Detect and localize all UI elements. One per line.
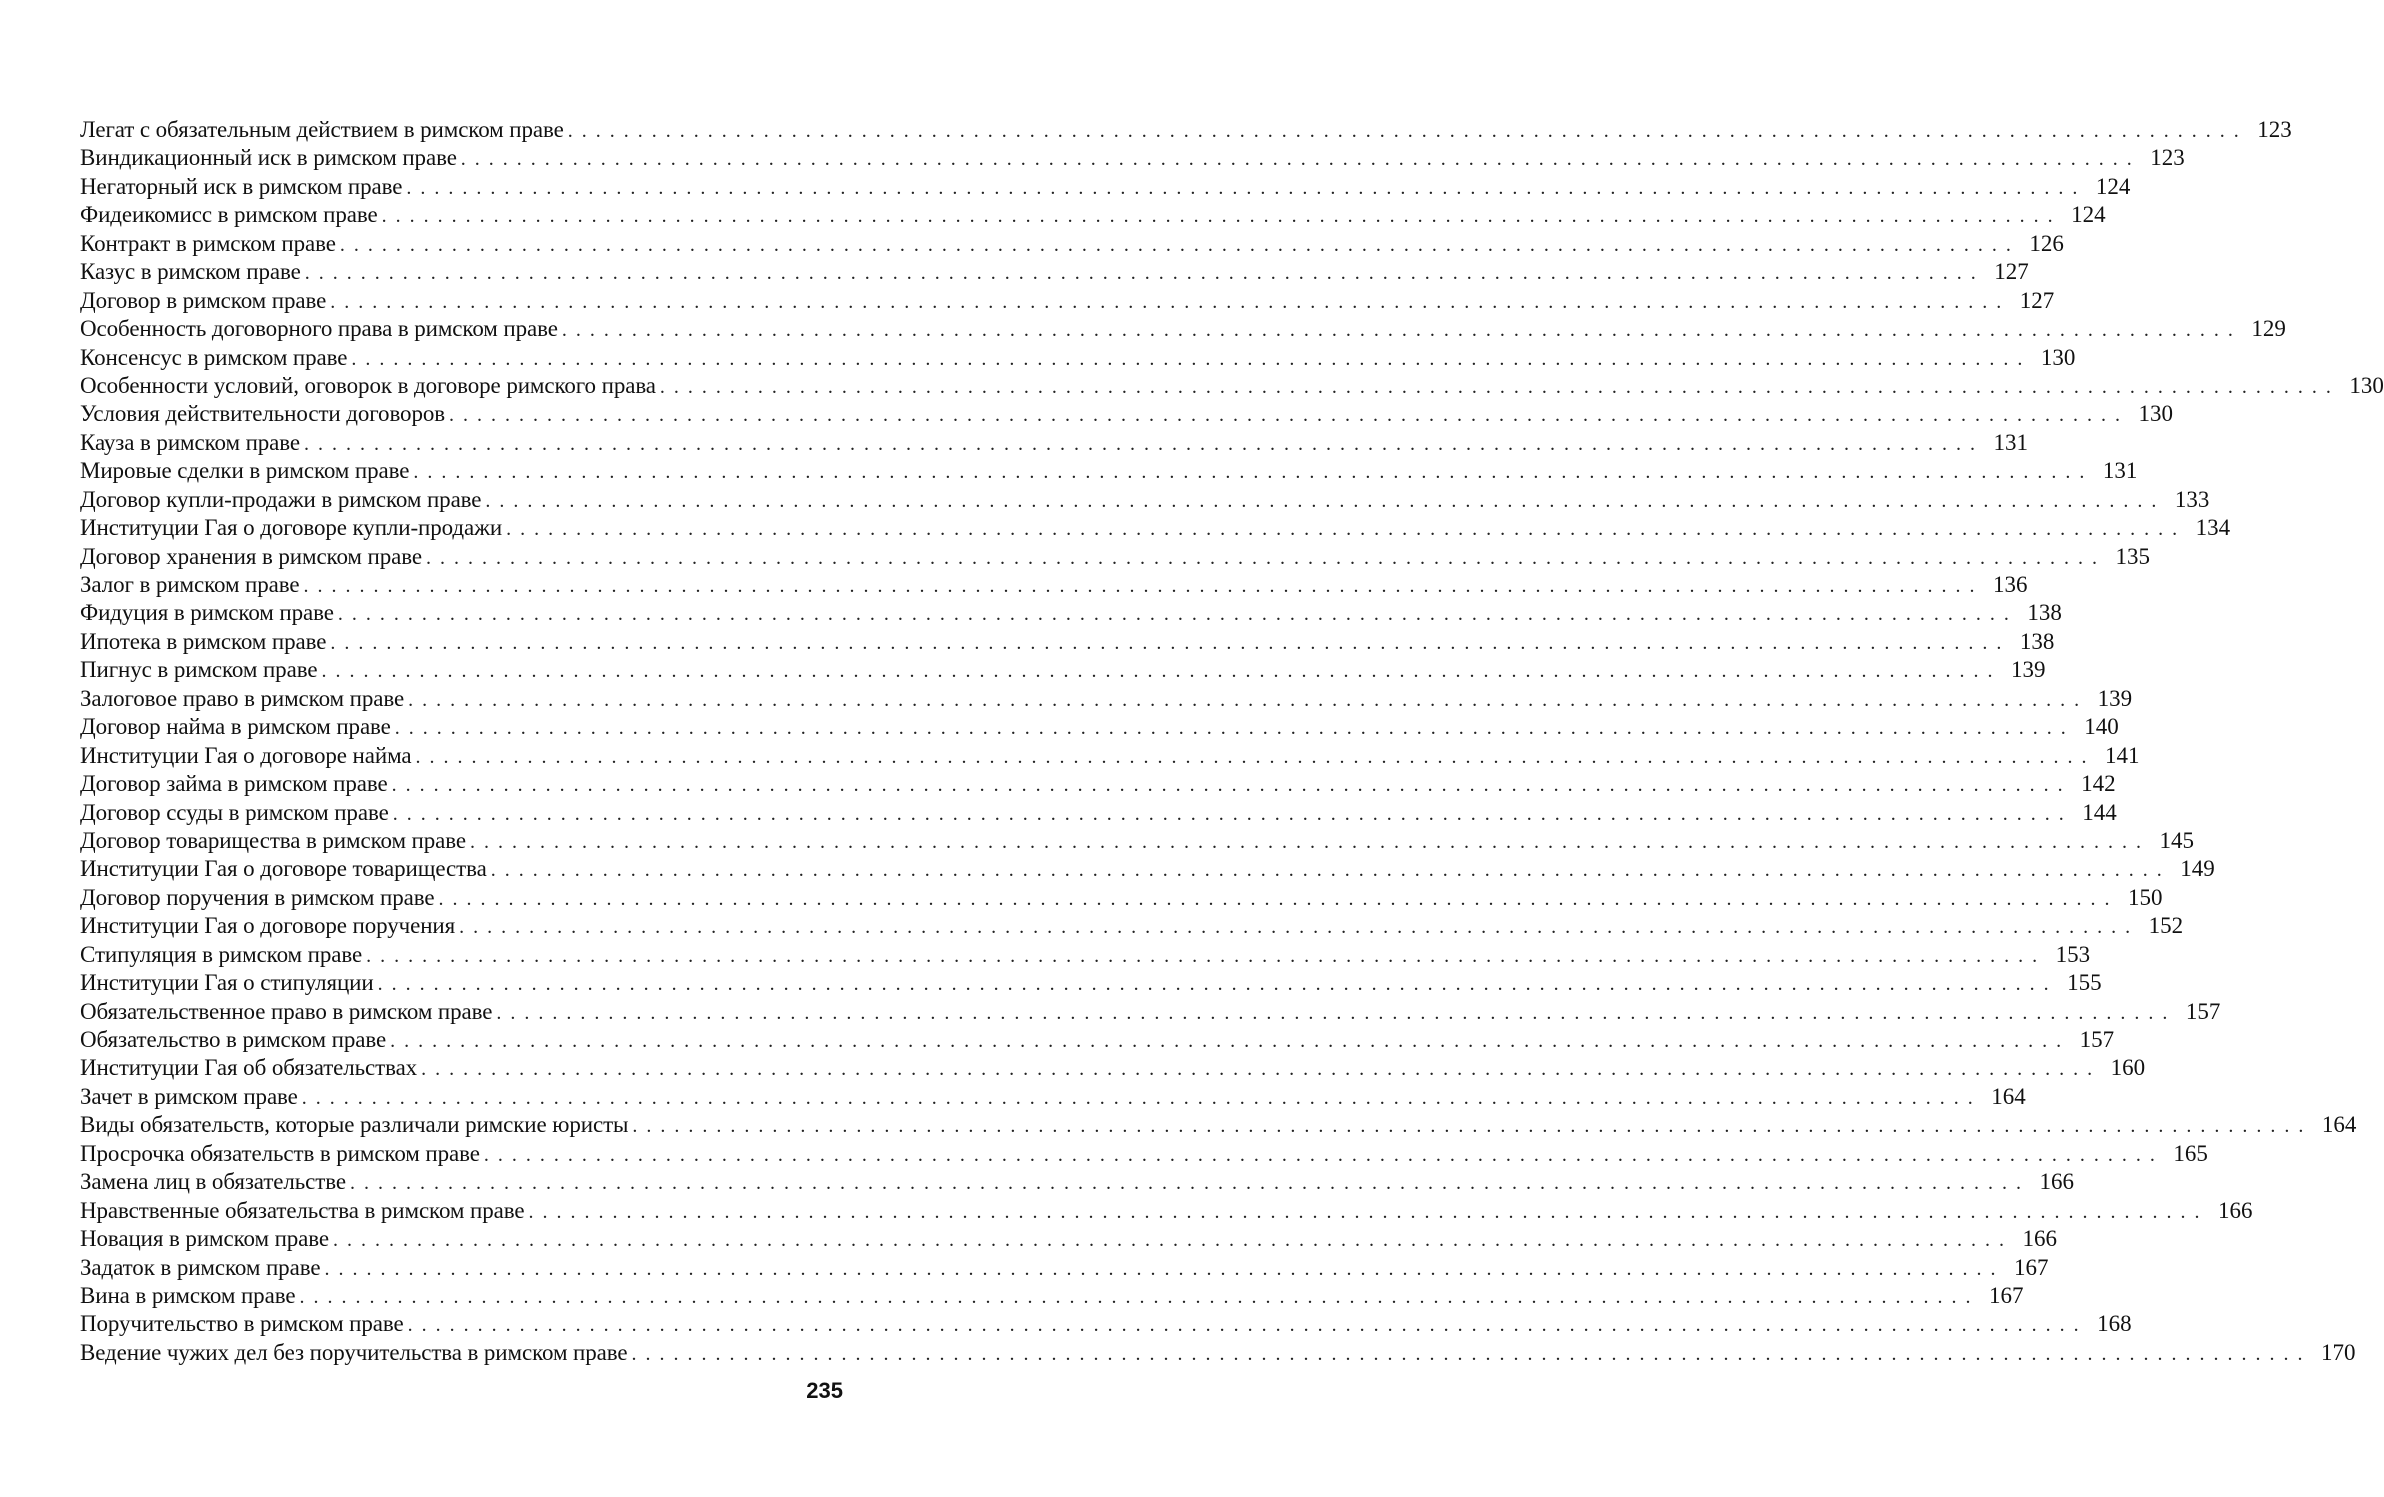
toc-entry-page: 138 [2027,600,2062,626]
dot-leader: ........................................................................................................................ [321,660,2002,683]
toc-entry-page: 155 [2067,970,2102,996]
dot-leader: ........................................................................................................................ [631,1342,2312,1365]
dot-leader: ........................................................................................................................ [392,802,2073,825]
toc-entry-title: Пигнус в римском праве [80,657,318,683]
dot-leader: ........................................................................................................................ [659,375,2340,398]
toc-entry [80,742,2140,770]
toc-entry-title: Новация в римском праве [80,1226,330,1252]
toc-entry-page: 133 [2174,486,2210,512]
toc-entry [80,315,2286,343]
toc-entry-page: 167 [2013,1254,2049,1280]
dot-leader: ........................................................................................................................ [506,518,2187,541]
toc-entry-page: 124 [2095,173,2131,199]
dot-leader: ........................................................................................................................ [421,1058,2102,1081]
toc-entry-page: 127 [1994,259,2029,285]
toc-entry-page: 164 [2321,1112,2357,1138]
dot-leader: ........................................................................................................................ [632,1115,2313,1138]
dot-leader: ........................................................................................................................ [413,461,2094,484]
toc-entry [80,344,2076,372]
toc-entry-title: Залоговое право в римском праве [80,685,405,711]
toc-entry-page: 153 [2055,941,2091,967]
toc-entry-title: Особенность договорного права в римском праве [80,316,558,342]
toc-entry-page: 164 [1991,1083,2026,1109]
toc-entry-title: Стипуляция в римском праве [80,941,363,967]
toc-entry-title: Ведение чужих дел без поручительства в римском праве [80,1339,628,1365]
toc-entry-page: 150 [2127,884,2163,910]
toc-entry-page: 166 [2217,1197,2253,1223]
dot-leader: ........................................................................................................................ [485,489,2166,512]
table-of-contents [80,116,2384,1367]
toc-entry-page: 140 [2084,714,2119,740]
toc-entry-title: Институции Гая о договоре найма [80,742,412,768]
toc-entry [80,571,2028,599]
toc-entry-title: Казус в римском праве [80,259,301,285]
dot-leader: ........................................................................................................................ [351,347,2032,370]
toc-entry [80,628,2055,656]
toc-entry [80,770,2116,798]
toc-entry-title: Вина в римском праве [80,1282,296,1308]
dot-leader: ........................................................................................................................ [561,319,2242,342]
toc-entry [80,827,2194,855]
toc-entry [80,287,2055,315]
toc-entry [80,1054,2146,1082]
toc-entry-title: Виндикационный иск в римском праве [80,145,457,171]
dot-leader: ........................................................................................................................ [333,1229,2014,1252]
toc-entry [80,1339,2356,1367]
dot-leader: ........................................................................................................................ [304,432,1985,455]
dot-leader: ........................................................................................................................ [301,1086,1982,1109]
dot-leader: ........................................................................................................................ [381,205,2062,228]
toc-entry-page: 142 [2081,771,2116,797]
toc-entry-page: 168 [2097,1311,2132,1337]
toc-entry-page: 152 [2148,913,2184,939]
dot-leader: ........................................................................................................................ [449,404,2130,427]
dot-leader: ........................................................................................................................ [460,148,2141,171]
toc-entry [80,514,2231,542]
toc-entry-title: Замена лиц в обязательстве [80,1169,346,1195]
dot-leader: ........................................................................................................................ [406,176,2087,199]
toc-entry [80,884,2163,912]
dot-leader: ........................................................................................................................ [324,1257,2005,1280]
dot-leader: ........................................................................................................................ [366,944,2047,967]
toc-entry [80,799,2117,827]
toc-entry [80,1225,2058,1253]
toc-entry-title: Договор найма в римском праве [80,714,391,740]
dot-leader: ........................................................................................................................ [330,631,2011,654]
toc-entry-page: 123 [2257,117,2292,142]
toc-entry-page: 130 [2138,401,2174,427]
toc-entry-title: Условия действительности договоров [80,401,446,427]
toc-entry [80,969,2102,997]
toc-entry [80,400,2174,428]
toc-entry-title: Мировые сделки в римском праве [80,458,410,484]
dot-leader: ........................................................................................................................ [337,603,2018,626]
toc-entry [80,713,2119,741]
toc-entry-title: Поручительство в римском праве [80,1311,404,1337]
toc-entry [80,599,2062,627]
toc-entry-page: 165 [2173,1140,2208,1166]
dot-leader: ........................................................................................................................ [425,546,2106,569]
dot-leader: ........................................................................................................................ [299,1285,1980,1308]
toc-entry [80,258,2029,286]
toc-entry [80,998,2221,1026]
toc-entry-page: 126 [2029,230,2064,256]
toc-entry [80,1310,2132,1338]
toc-entry-title: Обязательство в римском праве [80,1027,387,1052]
toc-entry-page: 157 [2079,1027,2115,1052]
toc-entry-page: 145 [2159,827,2194,853]
toc-entry-title: Договор хранения в римском праве [80,543,422,569]
dot-leader: ........................................................................................................................ [496,1001,2177,1024]
toc-entry-title: Легат с обязательным действием в римском праве [80,117,564,142]
toc-entry [80,912,2184,940]
toc-entry [80,1026,2115,1054]
toc-entry [80,543,2150,571]
toc-entry-page: 130 [2040,344,2076,370]
toc-entry-title: Виды обязательств, которые различали римские юристы [80,1112,629,1138]
toc-entry-title: Договор займа в римском праве [80,771,388,797]
dot-leader: ........................................................................................................................ [304,262,1985,285]
toc-entry-title: Договор в римском праве [80,287,327,313]
toc-entry-page: 157 [2185,998,2221,1024]
dot-leader: ........................................................................................................................ [415,745,2096,768]
dot-leader: ........................................................................................................................ [528,1200,2209,1223]
dot-leader: ........................................................................................................................ [391,774,2072,797]
toc-entry-page: 166 [2039,1169,2074,1195]
toc-entry-page: 149 [2180,856,2215,882]
toc-entry-page: 139 [2097,685,2133,711]
toc-entry-title: Контракт в римском праве [80,230,336,256]
toc-entry-page: 144 [2082,799,2117,825]
toc-entry-title: Кауза в римском праве [80,429,301,455]
toc-entry-page: 167 [1988,1282,2024,1308]
toc-entry-title: Зачет в римском праве [80,1083,298,1109]
toc-entry-title: Институции Гая о договоре поручения [80,913,456,939]
toc-entry [80,372,2384,400]
dot-leader: ........................................................................................................................ [339,233,2020,256]
toc-entry [80,1111,2357,1139]
toc-entry [80,1197,2253,1225]
toc-entry-title: Институции Гая об обязательствах [80,1055,418,1081]
dot-leader: ........................................................................................................................ [490,859,2171,882]
toc-entry [80,1168,2074,1196]
dot-leader: ........................................................................................................................ [483,1143,2164,1166]
dot-leader: ........................................................................................................................ [330,290,2011,313]
toc-entry-page: 131 [2102,458,2138,484]
toc-entry-page: 138 [2019,628,2055,654]
toc-entry-title: Особенности условий, оговорок в договоре римского права [80,372,656,398]
dot-leader: ........................................................................................................................ [303,575,1984,597]
dot-leader: ........................................................................................................................ [438,887,2119,910]
toc-entry-page: 127 [2019,287,2055,313]
toc-entry-title: Задаток в римском праве [80,1254,321,1280]
toc-entry-page: 136 [1993,572,2028,597]
dot-leader: ........................................................................................................................ [377,973,2058,996]
toc-entry-page: 160 [2110,1055,2146,1081]
toc-entry-title: Негаторный иск в римском праве [80,173,403,199]
toc-entry-page: 139 [2010,657,2046,683]
toc-entry [80,855,2215,883]
toc-entry [80,1083,2026,1111]
toc-entry [80,941,2091,969]
toc-entry-page: 130 [2349,372,2384,398]
dot-leader: ........................................................................................................................ [390,1030,2071,1052]
toc-entry-page: 131 [1993,429,2029,455]
toc-entry-page: 123 [2150,145,2185,171]
toc-entry-title: Институции Гая о договоре купли-продажи [80,515,503,541]
dot-leader: ........................................................................................................................ [394,717,2075,740]
toc-entry [80,230,2064,258]
toc-entry [80,1254,2049,1282]
toc-entry-title: Просрочка обязательств в римском праве [80,1140,480,1166]
toc-entry-page: 170 [2321,1339,2356,1365]
dot-leader: ........................................................................................................................ [349,1172,2030,1195]
toc-entry [80,201,2106,229]
toc-entry [80,1282,2024,1310]
toc-entry [80,457,2138,485]
dot-leader: ........................................................................................................................ [407,1314,2088,1337]
toc-entry-page: 124 [2071,202,2106,228]
toc-entry [80,116,2292,144]
dot-leader: ........................................................................................................................ [470,830,2150,853]
toc-entry [80,656,2046,684]
dot-leader: ........................................................................................................................ [408,688,2089,711]
toc-entry-title: Договор ссуды в римском праве [80,799,389,825]
toc-entry-title: Институции Гая о договоре товарищества [80,856,487,882]
toc-entry [80,1140,2208,1168]
toc-entry-title: Договор купли-продажи в римском праве [80,486,482,512]
toc-entry-title: Консенсус в римском праве [80,344,348,370]
toc-entry-title: Договор поручения в римском праве [80,884,435,910]
toc-entry [80,685,2133,713]
toc-entry-title: Нравственные обязательства в римском праве [80,1197,525,1223]
toc-entry-title: Залог в римском праве [80,572,300,597]
toc-entry-title: Фидуция в римском праве [80,600,334,626]
toc-entry-title: Обязательственное право в римском праве [80,998,493,1024]
dot-leader: ........................................................................................................................ [567,120,2248,142]
toc-entry-title: Фидеикомисс в римском праве [80,202,378,228]
toc-entry-page: 166 [2022,1226,2058,1252]
toc-entry [80,144,2185,172]
toc-entry [80,429,2029,457]
toc-entry-page: 135 [2115,543,2150,569]
toc-entry-title: Договор товарищества в римском праве [80,827,466,853]
page-number: 235 [806,1378,843,1403]
toc-entry-title: Ипотека в римском праве [80,628,327,654]
toc-entry-page: 141 [2104,742,2140,768]
toc-entry-title: Институции Гая о стипуляции [80,970,374,996]
toc-entry [80,173,2131,201]
toc-entry [80,486,2210,514]
toc-entry-page: 134 [2195,515,2231,541]
toc-entry-page: 129 [2251,316,2286,342]
dot-leader: ........................................................................................................................ [459,916,2140,939]
